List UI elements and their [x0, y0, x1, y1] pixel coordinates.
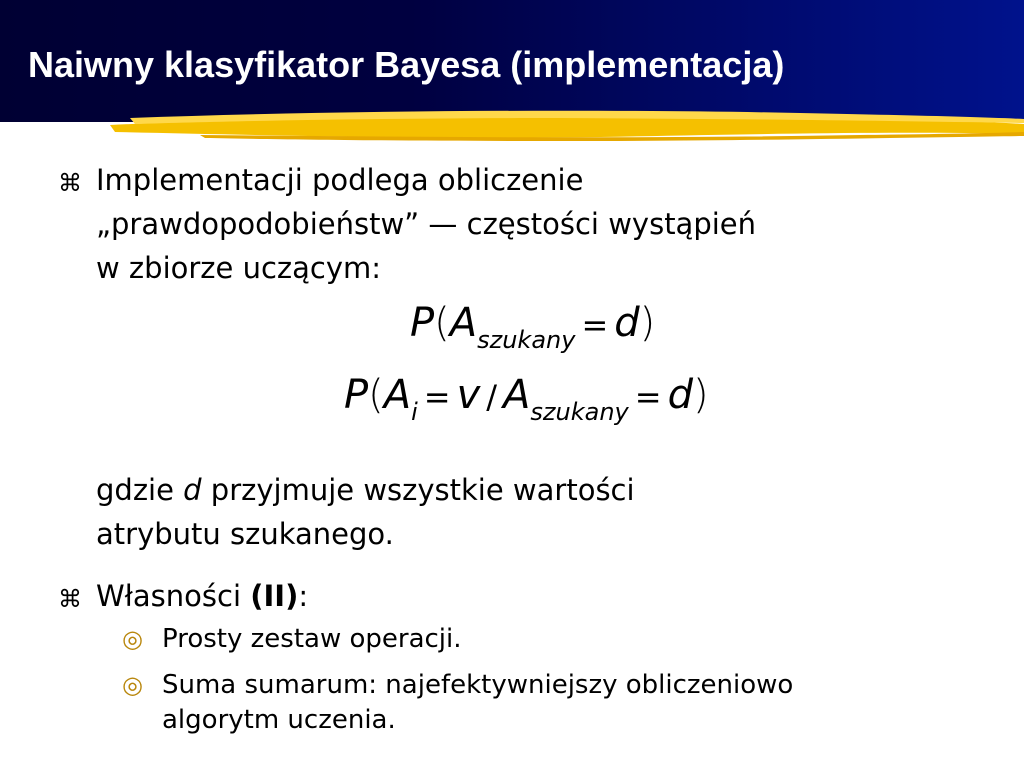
formula-2-equals-2: =	[634, 378, 662, 416]
formula-2-p: P	[344, 372, 369, 418]
sub-bullet-2-line-2: algorytm uczenia.	[162, 705, 396, 735]
bullet-1-line-2: „prawdopodobieństw” — częstości wystąpień	[96, 207, 757, 241]
formula-1-a: A	[449, 300, 478, 346]
formula-2-a: A	[383, 372, 412, 418]
circle-bullet-icon: ◎	[122, 671, 143, 699]
where-text-after: przyjmuje wszystkie wartości	[201, 473, 635, 507]
bullet-2-text-bold: (II)	[250, 579, 299, 613]
formula-2-open-paren: (	[368, 372, 384, 418]
bullet-2-text-before: Własności	[96, 579, 251, 613]
formula-2	[344, 370, 709, 425]
bullet-1-line-3: w zbiorze uczącym:	[96, 251, 382, 285]
formula-1-d: d	[614, 300, 640, 346]
yellow-brush-stroke	[0, 104, 1024, 144]
sub-bullet-1-line-1: Prosty zestaw operacji.	[162, 624, 462, 654]
formula-2-subscript-i: i	[411, 398, 418, 426]
formula-1-close-paren: )	[639, 300, 656, 346]
formula-1-p: P	[410, 300, 435, 346]
formula-2-equals-1: =	[423, 378, 451, 416]
formula-1-equals: =	[581, 306, 609, 344]
bullet-2-line-1	[96, 574, 308, 619]
formula-2-slash: /	[486, 378, 498, 416]
slide-title: Naiwny klasyfikator Bayesa (implementacja)	[28, 44, 785, 85]
bullet-1-line-1: Implementacji podlega obliczenie	[96, 163, 584, 197]
formula-1-open-paren: (	[434, 300, 450, 346]
where-line-2: atrybutu szukanego.	[96, 517, 394, 551]
formula-2-close-paren: )	[692, 372, 709, 418]
bullet-2-text-after: :	[298, 579, 309, 613]
sub-bullet-2-line-1: Suma sumarum: najefektywniejszy obliczeniowo	[162, 670, 794, 700]
formula-2-v: v	[456, 372, 481, 418]
where-line-1	[96, 468, 635, 513]
where-variable-d: d	[183, 473, 202, 507]
formula-2-subscript: szukany	[530, 398, 629, 426]
command-icon: ⌘	[58, 585, 82, 613]
formula-1	[410, 298, 655, 353]
where-text-before: gdzie	[96, 473, 184, 507]
formula-1-subscript: szukany	[477, 326, 576, 354]
formula-2-a2: A	[503, 372, 531, 418]
formula-2-d: d	[667, 372, 693, 418]
command-icon: ⌘	[58, 169, 82, 197]
circle-bullet-icon: ◎	[122, 625, 143, 653]
